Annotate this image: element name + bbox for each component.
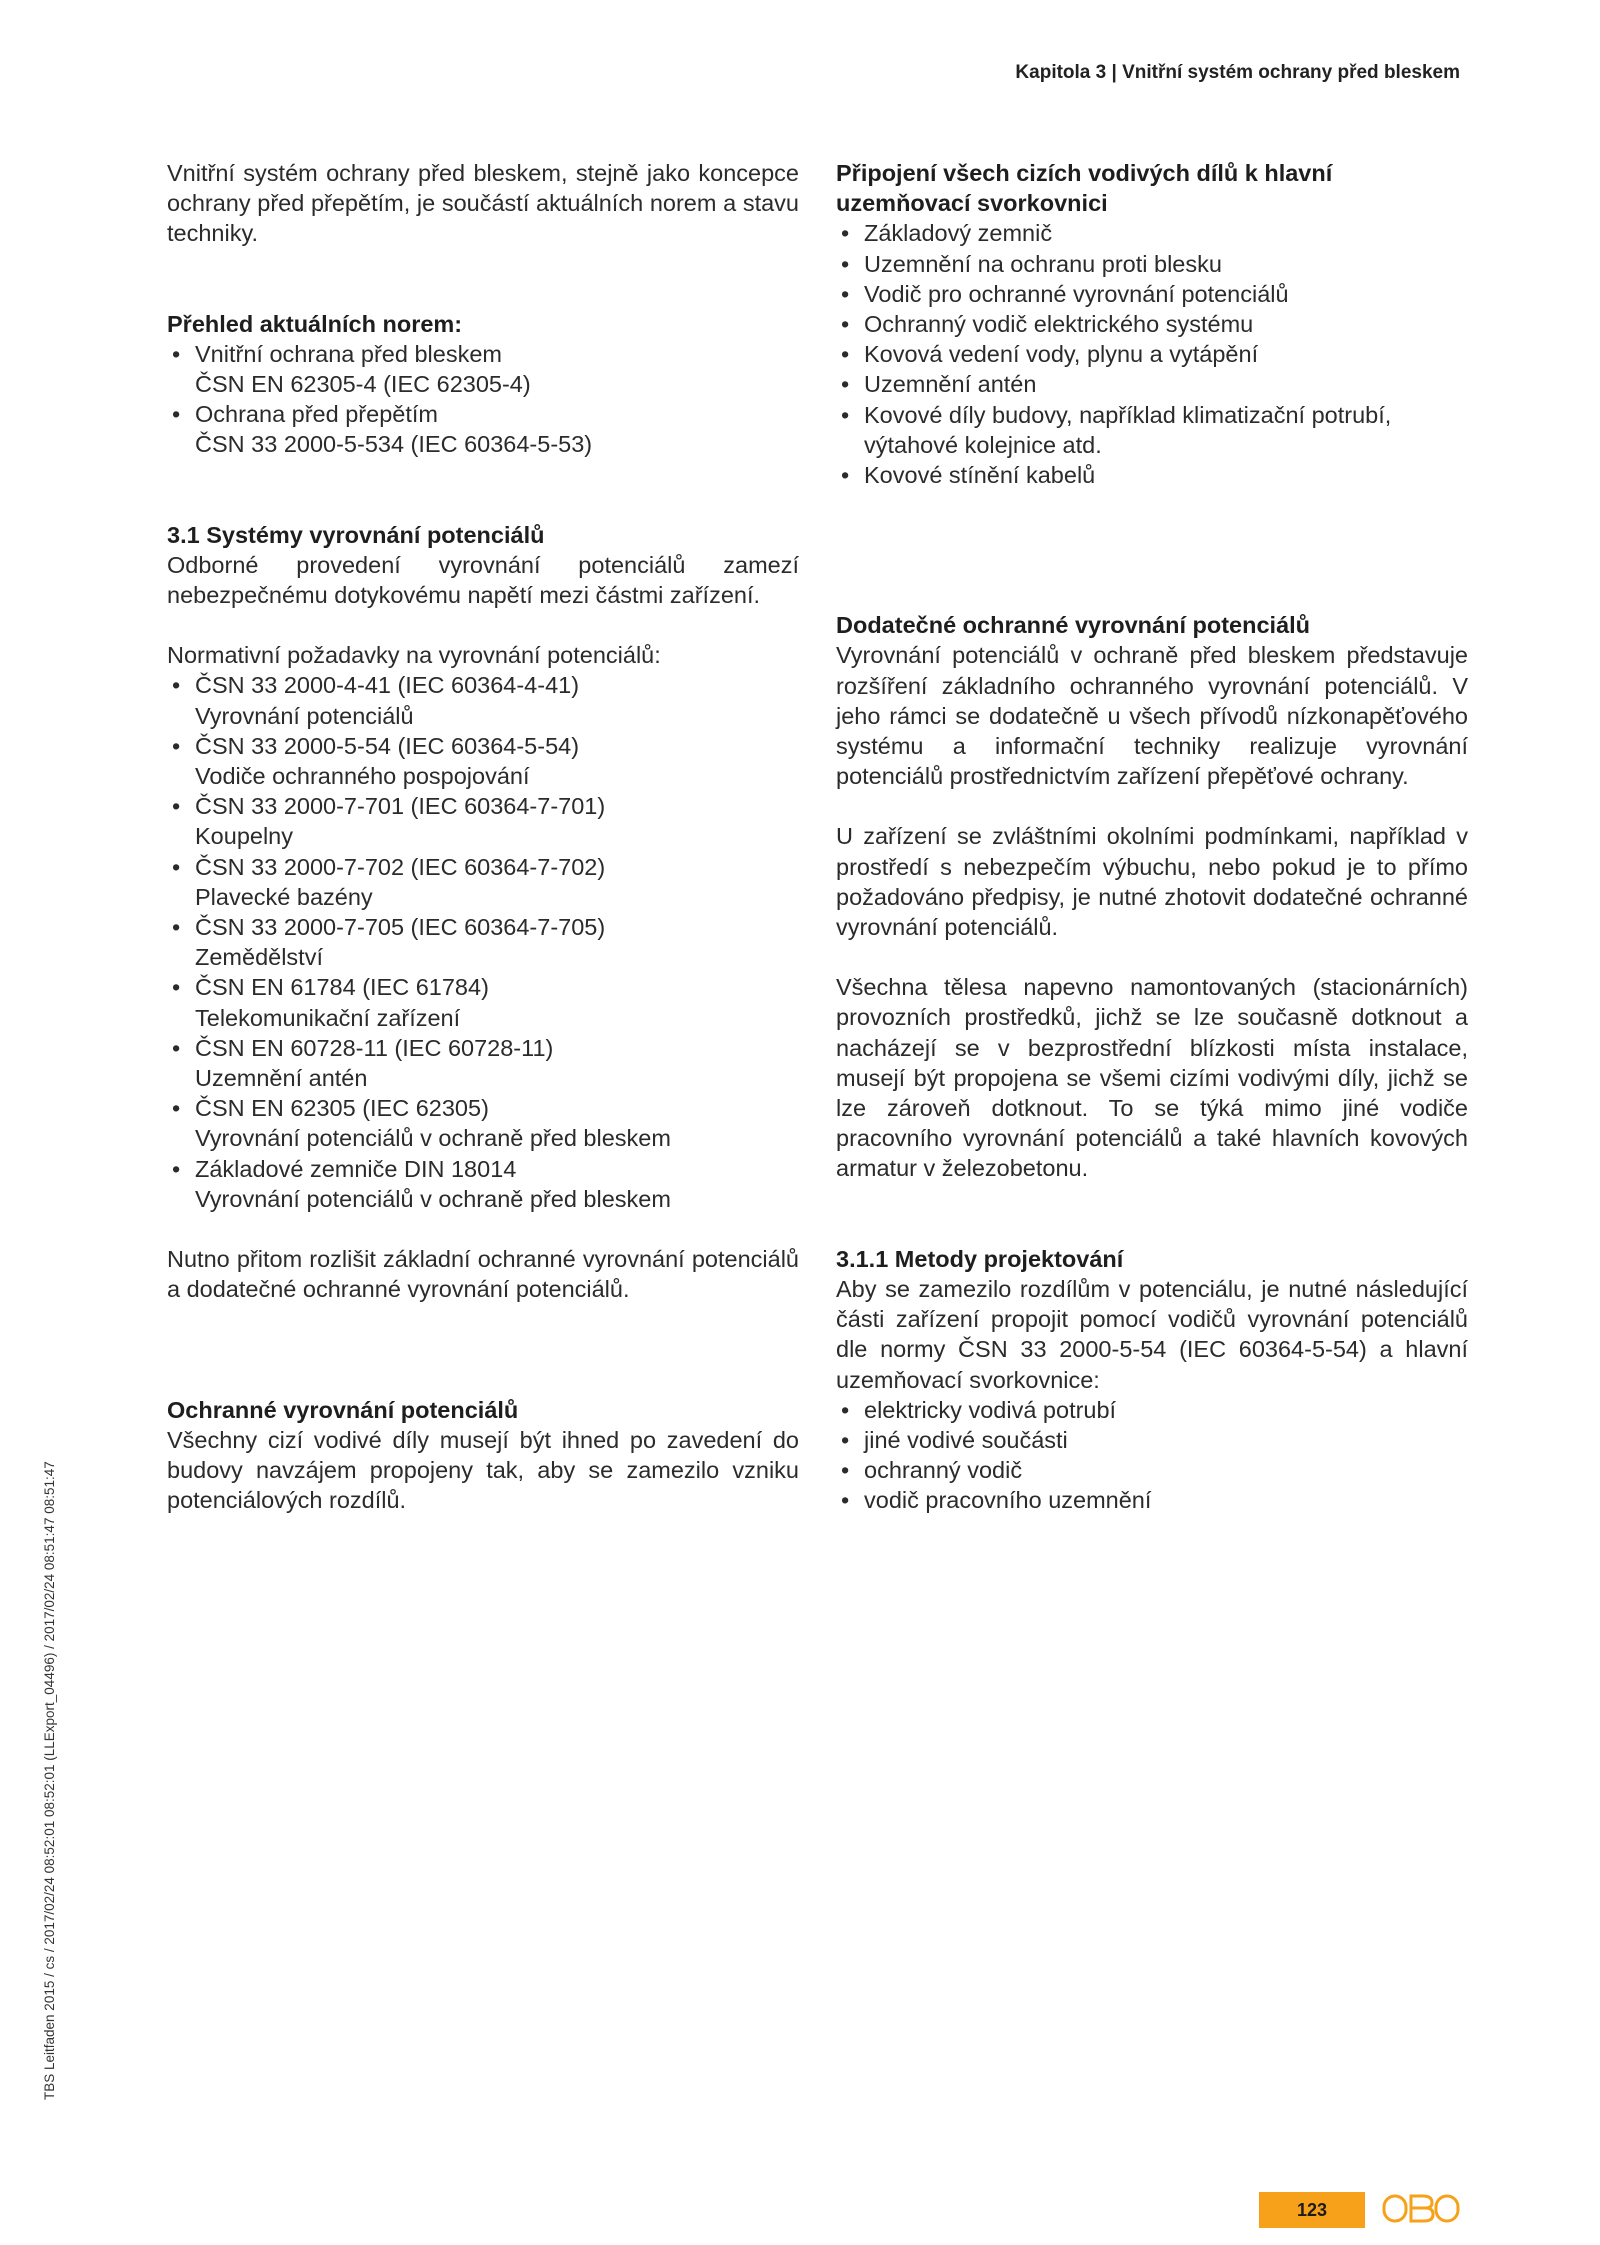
- list-item: • ČSN 33 2000-7-705 (IEC 60364-7-705) Zemědělství: [167, 912, 799, 972]
- protective-paragraph: Všechny cizí vodivé díly musejí být ihned po zavedení do budovy navzájem propojeny tak, aby se zamezilo vzniku potenciálových rozdílů.: [167, 1426, 799, 1514]
- list-item: • ochranný vodič: [836, 1455, 1468, 1485]
- normative-intro: Normativní požadavky na vyrovnání potenciálů:: [167, 642, 661, 669]
- additional-paragraph-3: Všechna tělesa napevno namontovaných (stacionárních) provozních prostředků, jichž se lze současně dotknout a nacházejí se v bezprostřední blízkosti místa instalace, musejí být propojena se všemi cizími vodivými díly, jichž se lze zároveň dotknout. To se týká mimo jiné vodiče pracovního vyrovnání potenciálů a také hlavních kovových armatur v železobetonu.: [836, 974, 1468, 1182]
- section-3-1-paragraph: Odborné provedení vyrovnání potenciálů zamezí nebezpečnému dotykovému napětí mezi částmi zařízení.: [167, 551, 799, 609]
- obo-logo: [1382, 2192, 1460, 2225]
- list-item: • Základový zemnič: [836, 218, 1468, 248]
- list-item: • Kovová vedení vody, plynu a vytápění: [836, 339, 1468, 369]
- list-item: • vodič pracovního uzemnění: [836, 1485, 1468, 1515]
- methods-heading: 3.1.1 Metody projektování: [836, 1245, 1124, 1272]
- list-item: • Kovové díly budovy, například klimatizační potrubí, výtahové kolejnice atd.: [836, 400, 1468, 460]
- list-item: • Základové zemniče DIN 18014 Vyrovnání potenciálů v ochraně před bleskem: [167, 1154, 799, 1214]
- print-metadata-sidebar: TBS Leitfaden 2015 / cs / 2017/02/24 08:52:01 08:52:01 (LLExport_04496) / 2017/02/24 08:51:47 08:51:47: [42, 1461, 57, 2100]
- list-item: • ČSN 33 2000-5-54 (IEC 60364-5-54) Vodiče ochranného pospojování: [167, 731, 799, 791]
- normative-list: [167, 670, 799, 1214]
- list-item: • Vnitřní ochrana před bleskem ČSN EN 62305-4 (IEC 62305-4): [167, 339, 799, 399]
- right-column: [836, 158, 1468, 1516]
- list-item: • Kovové stínění kabelů: [836, 460, 1468, 490]
- list-item: • Ochrana před přepětím ČSN 33 2000-5-534 (IEC 60364-5-53): [167, 399, 799, 459]
- page-number: 123: [1259, 2192, 1365, 2228]
- norms-list: [167, 339, 799, 460]
- connect-list: [836, 218, 1468, 490]
- list-item: • ČSN 33 2000-7-702 (IEC 60364-7-702) Plavecké bazény: [167, 852, 799, 912]
- intro-paragraph: Vnitřní systém ochrany před bleskem, stejně jako koncepce ochrany před přepětím, je součástí aktuálních norem a stavu techniky.: [167, 160, 799, 247]
- left-column: [167, 158, 799, 1515]
- additional-paragraph-2: U zařízení se zvláštními okolními podmínkami, například v prostředí s nebezpečím výbuchu, nebo pokud je to přímo požadováno předpisy, je nutné zhotovit dodatečné ochranné vyrovnání potenciálů.: [836, 823, 1468, 941]
- connect-heading: Připojení všech cizích vodivých dílů k hlavní uzemňovací svorkovnici: [836, 160, 1333, 217]
- list-item: • ČSN EN 62305 (IEC 62305) Vyrovnání potenciálů v ochraně před bleskem: [167, 1093, 799, 1153]
- list-item: • jiné vodivé součásti: [836, 1425, 1468, 1455]
- list-item: • Uzemnění antén: [836, 369, 1468, 399]
- list-item: • elektricky vodivá potrubí: [836, 1395, 1468, 1425]
- section-3-1-heading: 3.1 Systémy vyrovnání potenciálů: [167, 521, 545, 548]
- list-item: • Uzemnění na ochranu proti blesku: [836, 249, 1468, 279]
- list-item: • ČSN 33 2000-4-41 (IEC 60364-4-41) Vyrovnání potenciálů: [167, 670, 799, 730]
- list-item: • Vodič pro ochranné vyrovnání potenciálů: [836, 279, 1468, 309]
- distinguish-paragraph: Nutno přitom rozlišit základní ochranné vyrovnání potenciálů a dodatečné ochranné vyrovnání potenciálů.: [167, 1246, 799, 1303]
- list-item: • ČSN EN 61784 (IEC 61784) Telekomunikační zařízení: [167, 972, 799, 1032]
- norms-heading: Přehled aktuálních norem:: [167, 310, 463, 337]
- chapter-header: Kapitola 3 | Vnitřní systém ochrany před bleskem: [1015, 62, 1460, 83]
- list-item: • ČSN EN 60728-11 (IEC 60728-11) Uzemnění antén: [167, 1033, 799, 1093]
- protective-heading: Ochranné vyrovnání potenciálů: [167, 1396, 519, 1423]
- additional-heading: Dodatečné ochranné vyrovnání potenciálů: [836, 612, 1311, 639]
- additional-paragraph-1: Vyrovnání potenciálů v ochraně před bleskem představuje rozšíření základního ochranného vyrovnání potenciálů. V jeho rámci se dodatečně u všech přívodů nízkonapěťového systému a informační techniky realizuje vyrovnání potenciálů prostřednictvím zařízení přepěťové ochrany.: [836, 642, 1468, 790]
- methods-list: [836, 1395, 1468, 1516]
- list-item: • Ochranný vodič elektrického systému: [836, 309, 1468, 339]
- methods-paragraph: Aby se zamezilo rozdílům v potenciálu, je nutné následující části zařízení propojit pomocí vodičů vyrovnání potenciálů dle normy ČSN 33 2000-5-54 (IEC 60364-5-54) a hlavní uzemňovací svorkovnice:: [836, 1275, 1468, 1393]
- list-item: • ČSN 33 2000-7-701 (IEC 60364-7-701) Koupelny: [167, 791, 799, 851]
